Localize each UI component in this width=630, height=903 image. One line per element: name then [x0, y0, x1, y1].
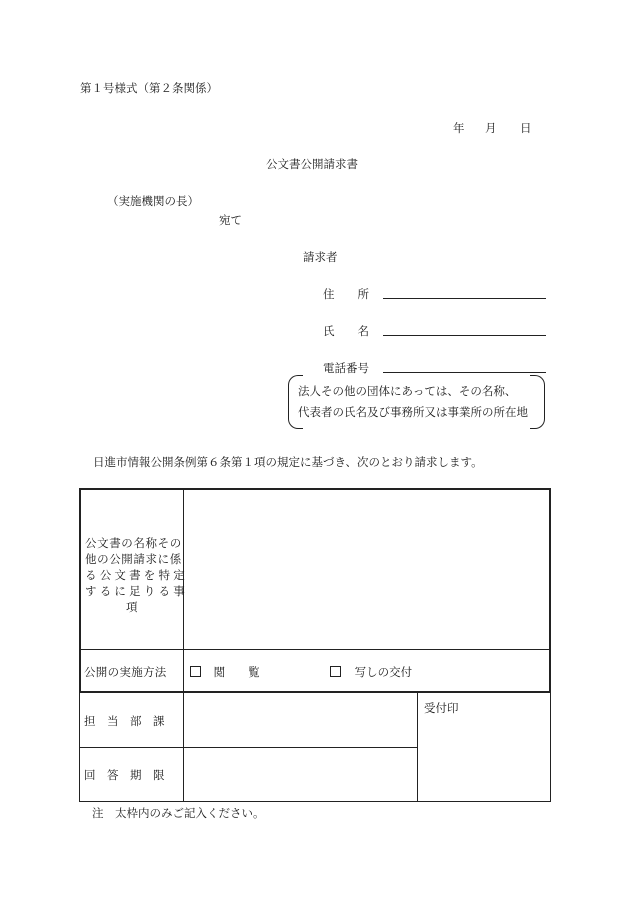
name-label: 氏 名 — [323, 324, 369, 338]
document-description-field[interactable] — [186, 492, 548, 647]
document-label-line3: る公文書を特定 — [85, 568, 188, 582]
name-field[interactable] — [383, 335, 546, 336]
request-statement: 日進市情報公開条例第６条第１項の規定に基づき、次のとおり請求します。 — [93, 455, 483, 469]
date-day-label: 日 — [520, 121, 532, 135]
deadline-label: 回 答 期 限 — [84, 768, 165, 782]
requester-heading: 請求者 — [303, 250, 338, 264]
view-option[interactable] — [190, 664, 260, 680]
document-label-line2: 他の公開請求に係 — [85, 552, 182, 566]
corporate-note-line1: 法人その他の団体にあっては、その名称、 — [298, 384, 517, 398]
date-year-label: 年 — [453, 121, 465, 135]
address-label: 住 所 — [323, 287, 369, 301]
view-option-label: 閲 覧 — [213, 665, 260, 679]
phone-label: 電話番号 — [323, 361, 369, 375]
footer-note: 注 太枠内のみご記入ください。 — [92, 806, 265, 820]
dept-field — [185, 694, 415, 746]
copy-option[interactable] — [330, 664, 412, 680]
phone-field[interactable] — [383, 372, 546, 373]
corporate-note-line2: 代表者の氏名及び事務所又は事業所の所在地 — [298, 405, 528, 419]
copy-option-label: 写しの交付 — [354, 665, 413, 679]
form-number: 第１号様式（第２条関係） — [80, 81, 218, 95]
document-label-line4: するに足りる事 — [85, 584, 188, 598]
addressee-org: （実施機関の長） — [107, 194, 199, 208]
document-label-line1: 公文書の名称その — [85, 536, 182, 550]
dept-label: 担 当 部 課 — [84, 714, 165, 728]
right-bracket — [530, 375, 545, 429]
view-checkbox[interactable] — [190, 666, 201, 677]
date-month-label: 月 — [485, 121, 497, 135]
copy-checkbox[interactable] — [330, 666, 341, 677]
document-label-line5: 項 — [126, 600, 138, 614]
document-title: 公文書公開請求書 — [266, 157, 358, 171]
method-label: 公開の実施方法 — [84, 665, 167, 679]
deadline-field — [185, 749, 415, 800]
addressee-suffix: 宛て — [219, 213, 242, 227]
address-field[interactable] — [383, 298, 546, 299]
receipt-stamp-label: 受付印 — [424, 701, 459, 715]
